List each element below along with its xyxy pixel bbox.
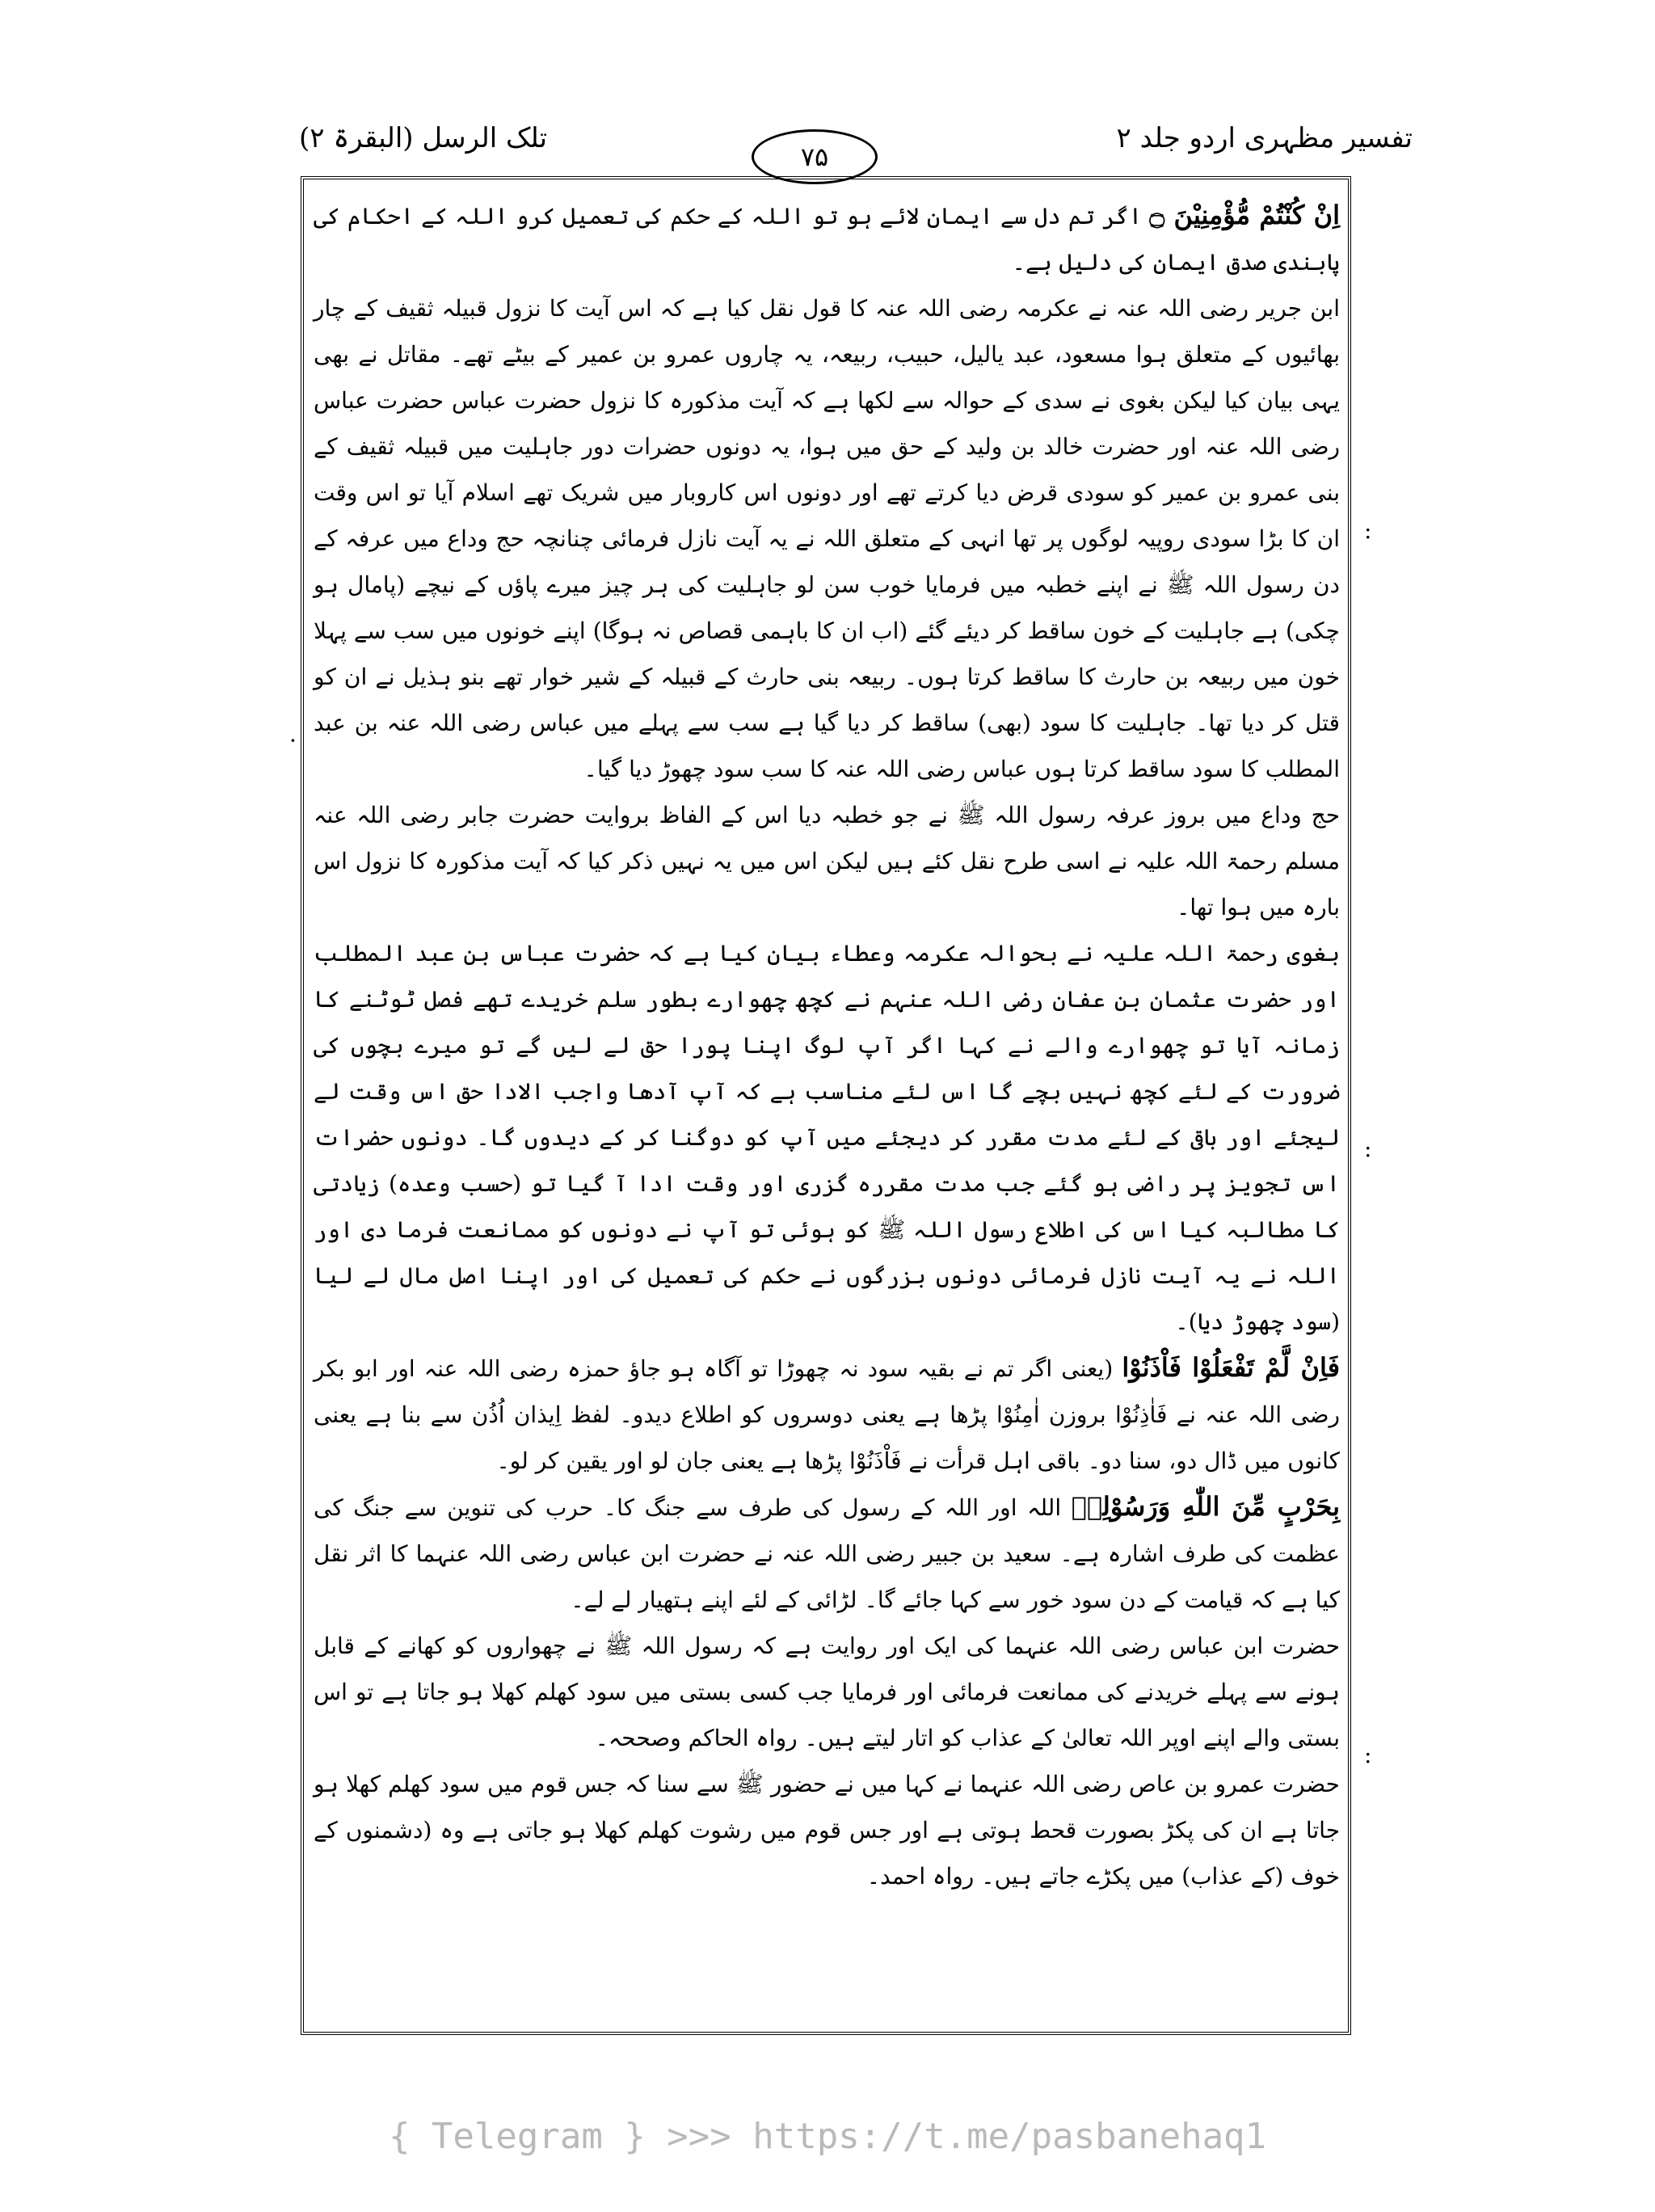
- paragraph-text: (یعنی اگر تم نے بقیہ سود نہ چھوڑا تو آگاہ ہو جاؤ حمزہ رضی اللہ عنہ اور ابو بکر رضی اللہ عنہ نے فَاٰذِنُوْا بروزن اٰمِنُوْا پڑھا ہے یعنی دوسروں کو اطلاع دیدو۔ لفظ اِیذان اُذُن سے بنا ہے یعنی کانوں میں ڈال دو، سنا دو۔ باقی اہل قرأت نے فَاْذَنُوْا پڑھا ہے یعنی جان لو اور یقین کر لو۔: [314, 1355, 1340, 1474]
- running-header-right: تفسیر مظہری اردو جلد ۲: [1116, 122, 1413, 154]
- paragraph-8: [314, 1761, 1340, 1899]
- paragraph-text: حضرت عمرو بن عاص رضی اللہ عنہما نے کہا میں نے حضور ﷺ سے سنا کہ جس قوم میں سود کھلم کھلا ہو جاتا ہے ان کی پکڑ بصورت قحط ہوتی ہے اور جس قوم میں رشوت کھلم کھلا ہو جاتی ہے وہ (دشمنوں کے خوف (کے عذاب) میں پکڑے جاتے ہیں۔ رواہ احمد۔: [314, 1771, 1340, 1890]
- margin-mark: :: [1364, 1742, 1372, 1768]
- paragraph-7: [314, 1623, 1340, 1761]
- margin-mark: :: [1364, 1135, 1372, 1162]
- paragraph-6: [314, 1484, 1340, 1623]
- paragraph-text: ابن جریر رضی اللہ عنہ نے عکرمہ رضی اللہ عنہ کا قول نقل کیا ہے کہ اس آیت کا نزول قبیلہ ثقیف کے چار بھائیوں کے متعلق ہوا مسعود، عبد یالیل، حبیب، ربیعہ، یہ چاروں عمرو بن عمیر کے بیٹے تھے۔ مقاتل نے بھی یہی بیان کیا لیکن بغوی نے سدی کے حوالہ سے لکھا ہے کہ آیت مذکورہ کا نزول حضرت عباس حضرت عباس رضی اللہ عنہ اور حضرت خالد بن ولید کے حق میں ہوا، یہ دونوں حضرات دور جاہلیت میں قبیلہ ثقیف کے بنی عمرو بن عمیر کو سودی قرض دیا کرتے تھے اور دونوں اس کاروبار میں شریک تھے اسلام آیا تو اس وقت ان کا بڑا سودی روپیہ لوگوں پر تھا انہی کے متعلق اللہ نے یہ آیت نازل فرمائی چنانچہ حج وداع میں عرفہ کے دن رسول اللہ ﷺ نے اپنے خطبہ میں فرمایا خوب سن لو جاہلیت کی ہر چیز میرے پاؤں کے نیچے (پامال ہو چکی) ہے جاہلیت کے خون ساقط کر دیئے گئے (اب ان کا باہمی قصاص نہ ہوگا) اپنے خونوں میں سب سے پہلا خون میں ربیعہ بن حارث کا ساقط کرتا ہوں۔ ربیعہ بنی حارث کے قبیلہ کے شیر خوار تھے بنو ہذیل نے ان کو قتل کر دیا تھا۔ جاہلیت کا سود (بھی) ساقط کر دیا گیا ہے سب سے پہلے میں عباس رضی اللہ عنہ بن عبد المطلب کا سود ساقط کرتا ہوں عباس رضی اللہ عنہ کا سب سود چھوڑ دیا گیا۔: [314, 295, 1341, 782]
- margin-mark: ·: [289, 727, 297, 754]
- page-body: [314, 192, 1340, 2011]
- paragraph-text: حضرت ابن عباس رضی اللہ عنہما کی ایک اور روایت ہے کہ رسول اللہ ﷺ نے چھواروں کو کھانے کے قابل ہونے سے پہلے خریدنے کی ممانعت فرمائی اور فرمایا جب کسی بستی میں سود کھلم کھلا ہو جاتا ہے تو اس بستی والے اپنے اوپر اللہ تعالیٰ کے عذاب کو اتار لیتے ہیں۔ رواہ الحاکم وصححہ۔: [314, 1633, 1340, 1751]
- paragraph-4: [314, 930, 1340, 1345]
- verse-quote: اِنْ كُنْتُمْ مُّؤْمِنِيْنَ ۝: [1149, 200, 1340, 230]
- telegram-watermark: { Telegram } >>> https://t.me/pasbanehaq1: [388, 2116, 1267, 2157]
- margin-mark: :: [1364, 517, 1372, 544]
- paragraph-5: [314, 1345, 1340, 1484]
- paragraph-text: بغوی رحمۃ اللہ علیہ نے بحوالہ عکرمہ وعطاء بیان کیا ہے کہ حضرت عباس بن عبد المطلب اور حضرت عثمان بن عفان رضی اللہ عنہم نے کچھ چھوارے بطور سلم خریدے تھے فصل ٹوٹنے کا زمانہ آیا تو چھوارے والے نے کہا اگر آپ لوگ اپنا پورا حق لے لیں گے تو میرے بچوں کی ضرورت کے لئے کچھ نہیں بچے گا اس لئے مناسب ہے کہ آپ آدھا واجب الادا حق اس وقت لے لیجئے اور باقی کے لئے مدت مقرر کر دیجئے میں آپ کو دوگنا کر کے دیدوں گا۔ دونوں حضرات اس تجویز پر راضی ہو گئے جب مدت مقررہ گزری اور وقت ادا آ گیا تو (حسب وعدہ) زیادتی کا مطالبہ کیا اس کی اطلاع رسول اللہ ﷺ کو ہوئی تو آپ نے دونوں کو ممانعت فرما دی اور اللہ نے یہ آیت نازل فرمائی دونوں بزرگوں نے حکم کی تعمیل کی اور اپنا اصل مال لے لیا (سود چھوڑ دیا)۔: [314, 940, 1340, 1335]
- verse-quote: بِحَرْبٍ مِّنَ اللّٰهِ وَرَسُوْلِهٖ: [1071, 1491, 1341, 1522]
- paragraph-text: حج وداع میں بروز عرفہ رسول اللہ ﷺ نے جو خطبہ دیا اس کے الفاظ بروایت حضرت جابر رضی اللہ عنہ مسلم رحمۃ اللہ علیہ نے اسی طرح نقل کئے ہیں لیکن اس میں یہ نہیں ذکر کیا کہ آیت مذکورہ کا نزول اس بارہ میں ہوا تھا۔: [314, 802, 1340, 921]
- verse-quote: فَاِنْ لَّمْ تَفْعَلُوْا فَاْذَنُوْا: [1122, 1352, 1340, 1383]
- paragraph-2: [314, 285, 1340, 792]
- page-number: ۷۵: [752, 129, 878, 184]
- paragraph-text: اگر تم دل سے ایمان لائے ہو تو اللہ کے حکم کی تعمیل کرو اللہ کے احکام کی پابندی صدق ایمان کی دلیل ہے۔: [314, 203, 1340, 276]
- running-header-left: تلک الرسل (البقرۃ ۲): [299, 122, 548, 154]
- paragraph-text: اللہ اور اللہ کے رسول کی طرف سے جنگ کا۔ حرب کی تنوین سے جنگ کی عظمت کی طرف اشارہ ہے۔ سعید بن جبیر رضی اللہ عنہ نے حضرت ابن عباس رضی اللہ عنہما کا اثر نقل کیا ہے کہ قیامت کے دن سود خور سے کہا جائے گا۔ لڑائی کے لئے اپنے ہتھیار لے لے۔: [314, 1494, 1340, 1613]
- paragraph-1: [314, 192, 1340, 285]
- paragraph-3: [314, 792, 1340, 930]
